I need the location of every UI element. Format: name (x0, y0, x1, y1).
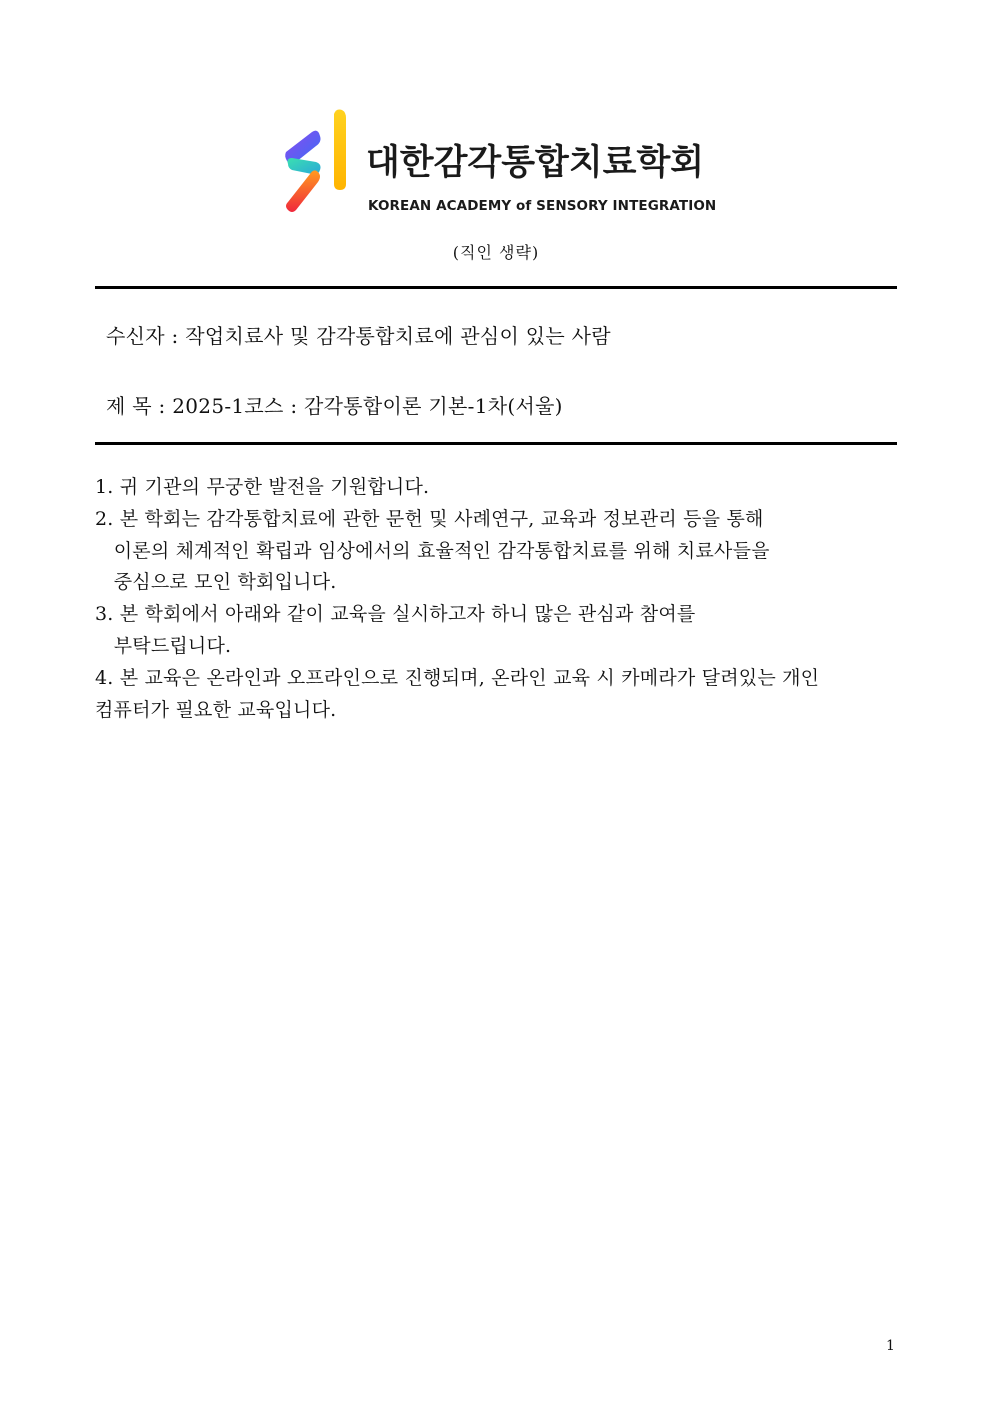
body-line: 4. 본 교육은 온라인과 오프라인으로 진행되며, 온라인 교육 시 카메라가 달려있는 개인 (95, 667, 820, 689)
logo-english-name: KOREAN ACADEMY of SENSORY INTEGRATION (368, 198, 717, 214)
seal-omitted-note: (직인 생략) (452, 243, 540, 262)
header-bottom-divider (95, 442, 897, 445)
academy-logo (282, 106, 722, 218)
recipient-line: 수신자 : 작업치료사 및 감각통합치료에 관심이 있는 사람 (106, 324, 611, 348)
page-number: 1 (886, 1338, 895, 1354)
subject-line: 제 목 : 2025-1코스 : 감각통합이론 기본-1차(서울) (106, 394, 563, 418)
body-line: 3. 본 학회에서 아래와 같이 교육을 실시하고자 하니 많은 관심과 참여를 (95, 603, 696, 625)
body-line: 1. 귀 기관의 무궁한 발전을 기원합니다. (95, 476, 430, 498)
header-top-divider (95, 286, 897, 289)
body-line: 2. 본 학회는 감각통합치료에 관한 문헌 및 사례연구, 교육과 정보관리 등을 통해 (95, 508, 764, 530)
logo-mark-icon (282, 106, 352, 216)
logo-korean-name: 대한감각통합치료학회 (366, 143, 705, 183)
body-line: 부탁드립니다. (95, 635, 232, 657)
body-line: 이론의 체계적인 확립과 임상에서의 효율적인 감각통합치료를 위해 치료사들을 (95, 540, 770, 562)
body-line: 중심으로 모인 학회입니다. (95, 571, 337, 593)
body-line: 컴퓨터가 필요한 교육입니다. (95, 699, 337, 721)
